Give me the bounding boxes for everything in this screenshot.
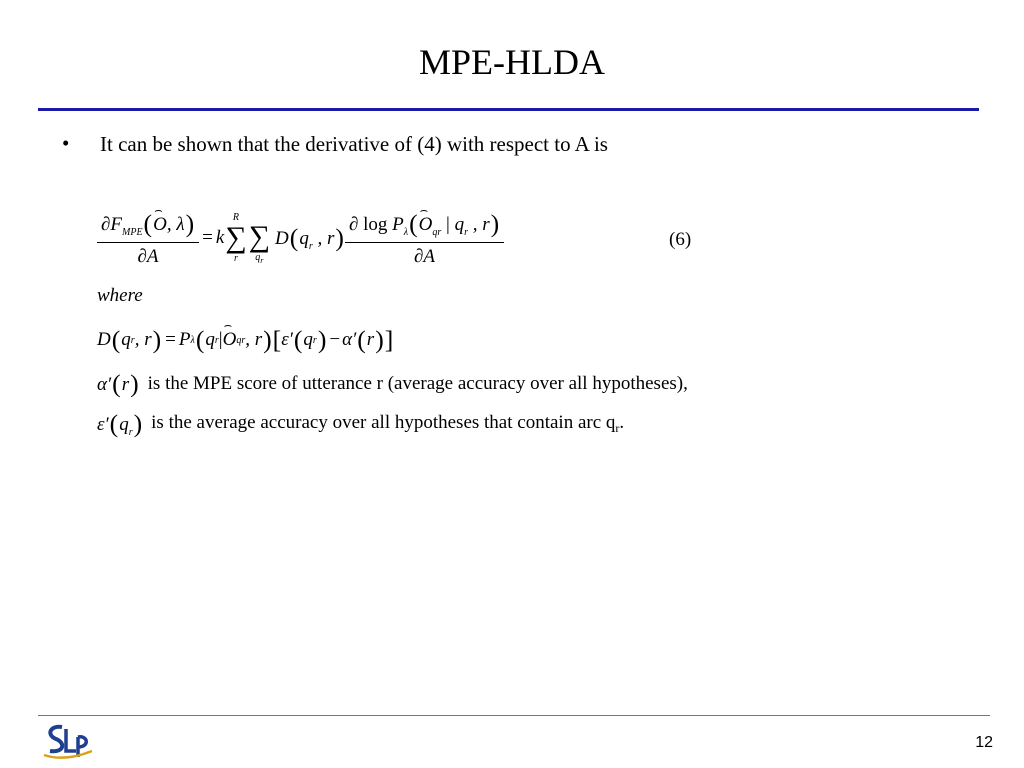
- alpha-description: is the MPE score of utterance r (average accuracy over all hypotheses),: [147, 373, 688, 394]
- slp-logo-icon: [42, 721, 94, 761]
- svg-text:SLP: SLP: [68, 741, 70, 742]
- lhs-fraction: $\frac{\partial F_{MPE}(⌢ O, \lambda)}{\partial A}$: [99, 209, 197, 268]
- where-label: where: [97, 285, 143, 306]
- slide-title: MPE-HLDA: [419, 42, 605, 82]
- rhs-fraction: $\frac{\partial \log P_\lambda(⌢ O_{qr} | q_r , r)}{\partial A}$: [347, 209, 502, 268]
- equation-6: $\frac{\partial F_{MPE}(⌢ O, \lambda)}{\partial A}$ = k R ∑ r ∑ $q_r$ $D(q_r$ , r) $\frac{\partial \log P_\lambda(⌢ O_{qr} | q_r , r)}{\partial A}$: [97, 200, 504, 276]
- bullet-marker: •: [62, 131, 70, 155]
- sum-operator-r: R ∑ r: [225, 212, 247, 264]
- sum-operator-qr: ∑ $q_r$: [248, 219, 271, 265]
- alpha-definition-row: [97, 368, 688, 400]
- title-underline: [38, 108, 979, 111]
- epsilon-symbol: $\varepsilon'(q_r)$: [97, 409, 143, 438]
- bullet-text: It can be shown that the derivative of (4) with respect to A is: [100, 132, 608, 156]
- alpha-symbol: α′(r): [97, 369, 139, 398]
- page-number: 12: [975, 734, 993, 751]
- epsilon-description: is the average accuracy over all hypotheses that contain arc $q_r$.: [151, 412, 625, 435]
- epsilon-definition-row: [97, 408, 624, 440]
- footer-divider: [38, 715, 990, 716]
- equation-number: (6): [669, 229, 692, 250]
- d-definition-equation: D ( q r , r ) = P λ ( q r | ⌢ O qr , r ) [ ε′ ( q r ) − α′ ( r ) ]: [97, 322, 393, 358]
